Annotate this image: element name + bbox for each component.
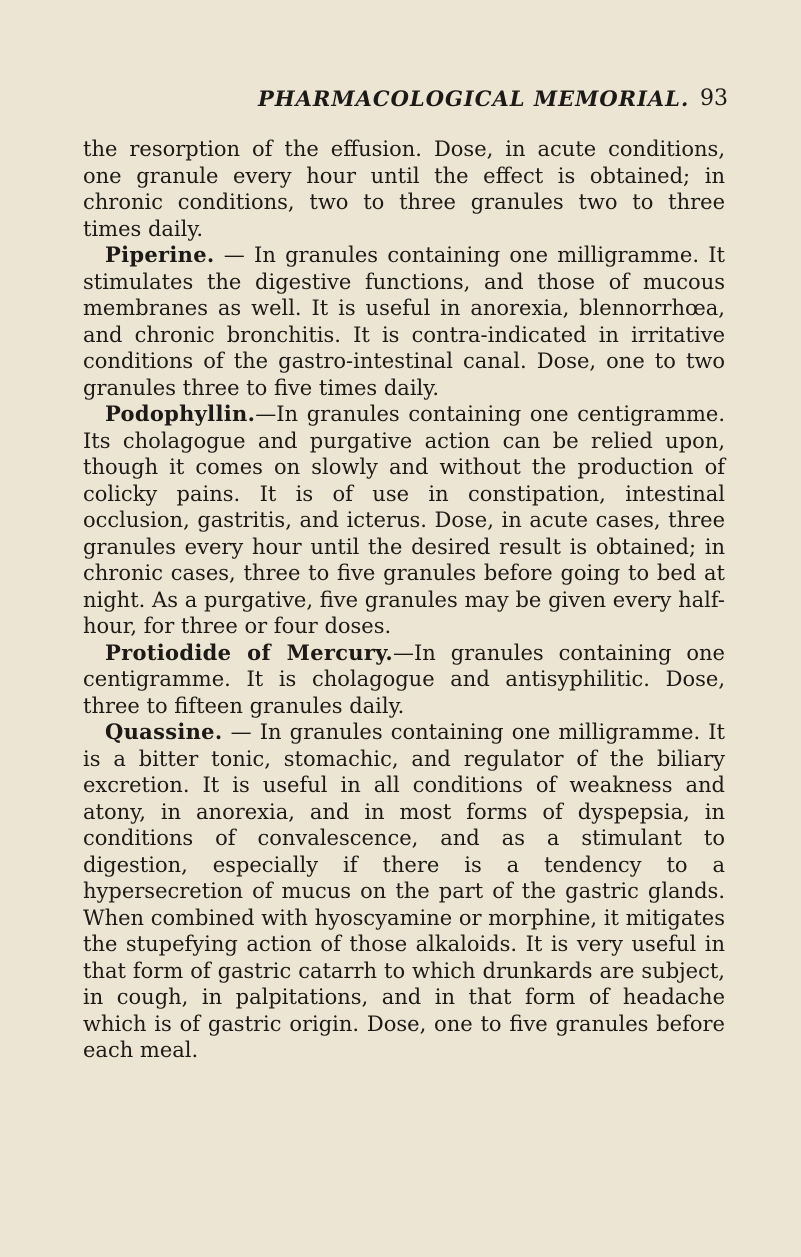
running-title: PHARMACOLOGICAL MEMORIAL. (258, 86, 690, 111)
paragraph-quassine (83, 719, 725, 1064)
paragraph-piperine (83, 242, 725, 401)
paragraph-text: — In granules containing one milligramme. It is a bitter tonic, stomachic, and regulator of the biliary excretion. It is useful in all conditions of weakness and atony, in anorexia, and in most forms of dyspepsia, in conditions of convalescence, and as a stimulant to digestion, especially if there is a tendency to a hypersecretion of mucus on the part of the gastric glands. When combined with hyoscyamine or morphine, it mitigates the stupefying action of those alkaloids. It is very useful in that form of gastric catarrh to which drunkards are subject, in cough, in palpitations, and in that form of headache which is of gastric origin. Dose, one to five granules before each meal. (83, 720, 725, 1062)
entry-term: Protiodide of Mercury. (105, 639, 393, 665)
paragraph-podophyllin (83, 401, 725, 640)
paragraph-text: — In granules containing one milligramme. It stimulates the digestive functions, and those of mucous membranes as well. It is useful in anorexia, blennorrhœa, and chronic bronchitis. It is contra-indicated in irritative conditions of the gastro-intestinal canal. Dose, one to two granules three to five times daily. (83, 243, 725, 400)
entry-term: Podophyllin. (105, 401, 256, 426)
entry-term: Piperine. (105, 242, 215, 267)
paragraph-text: the resorption of the effusion. Dose, in acute conditions, one granule every hour until the effect is obtained; in chronic conditions, two to three granules two to three times daily. (83, 137, 725, 241)
paragraph-text: —In granules containing one centigramme. Its cholagogue and purgative action can be relied upon, though it comes on slowly and without the production of colicky pains. It is of use in constipation, intestinal occlusion, gastritis, and icterus. Dose, in acute cases, three granules every hour until the desired result is obtained; in chronic cases, three to five granules before going to bed at night. As a purgative, five granules may be given every half-hour, for three or four doses. (83, 402, 725, 638)
page-header (258, 86, 728, 116)
paragraph-text: —In granules containing one centigramme. It is cholagogue and antisyphilitic. Dose, three to fifteen granules daily. (83, 640, 725, 718)
entry-term: Quassine. (105, 719, 223, 744)
paragraph-continuation (83, 136, 725, 242)
page-number: 93 (700, 86, 728, 111)
body-text (83, 136, 725, 1064)
paragraph-protiodide-of-mercury (83, 640, 725, 720)
